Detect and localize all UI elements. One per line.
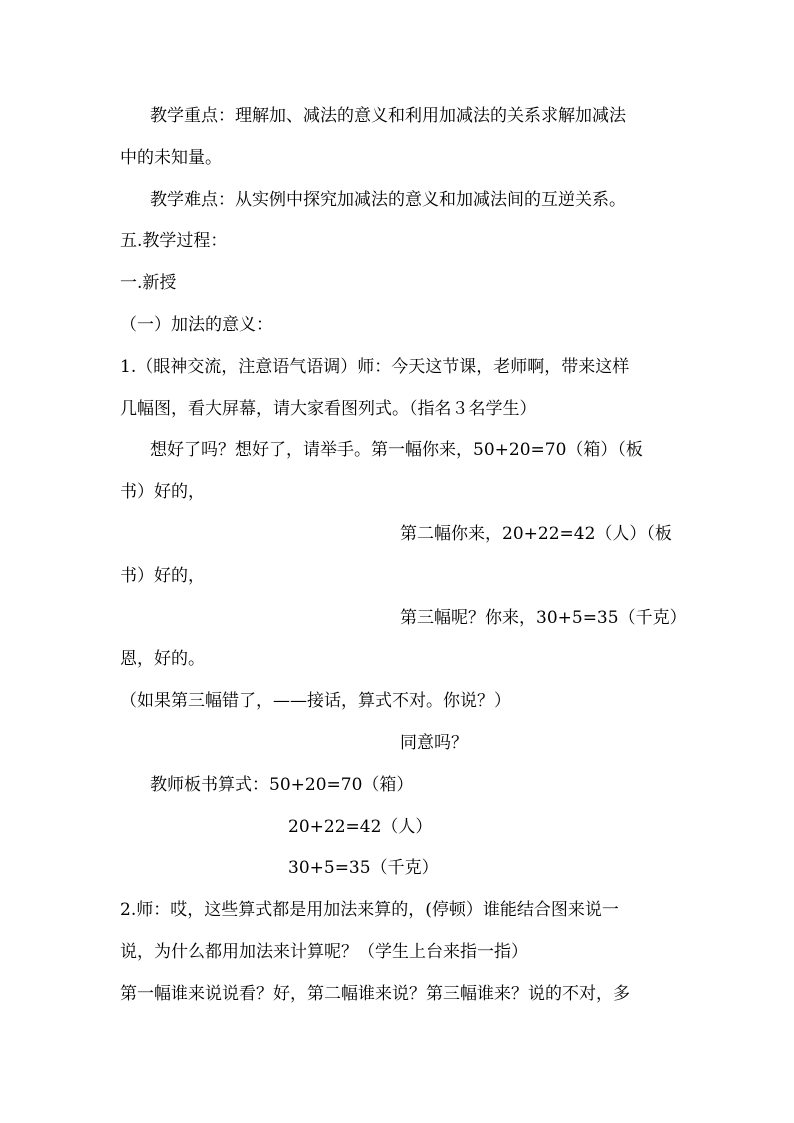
text-line: 第二幅你来，20+22=42（人）（板 — [400, 524, 672, 544]
text-line: 第三幅呢？你来，30+5=35（千克） — [400, 608, 687, 628]
text-line: 第一幅谁来说说看？好，第二幅谁来说？第三幅谁来？说的不对，多 — [120, 984, 630, 1004]
text-line: 2.师：哎，这些算式都是用加法来算的，(停顿）谁能结合图来说一 — [120, 900, 619, 920]
subsection-heading: （一）加法的意义： — [120, 315, 273, 335]
text-line: 教学重点：理解加、减法的意义和利用加减法的关系求解加减法 — [150, 106, 626, 126]
text-line: 同意吗？ — [400, 733, 468, 753]
section-heading: 五.教学过程： — [120, 231, 228, 251]
text-line: 恩，好的。 — [120, 649, 205, 669]
text-line: 教学难点：从实例中探究加减法的意义和加减法间的互逆关系。 — [150, 190, 626, 210]
equation-line: 30+5=35（千克） — [288, 858, 439, 878]
text-line: 说，为什么都用加法来计算呢？（学生上台来指一指） — [120, 942, 528, 962]
equation-line: 20+22=42（人） — [288, 817, 433, 837]
text-line: 几幅图，看大屏幕，请大家看图列式。（指名３名学生） — [120, 399, 537, 419]
text-line: 1.（眼神交流，注意语气语调）师：今天这节课，老师啊，带来这样 — [120, 357, 630, 377]
text-line: 想好了吗？想好了，请举手。第一幅你来，50+20=70（箱）（板 — [150, 440, 643, 460]
text-line: 书）好的， — [120, 482, 205, 502]
section-heading: 一.新授 — [120, 273, 177, 293]
text-line: 书）好的， — [120, 566, 205, 586]
text-line: 中的未知量。 — [120, 148, 222, 168]
text-line: （如果第三幅错了，——接话，算式不对。你说？） — [120, 691, 511, 711]
equation-line: 教师板书算式：50+20=70（箱） — [150, 775, 414, 795]
